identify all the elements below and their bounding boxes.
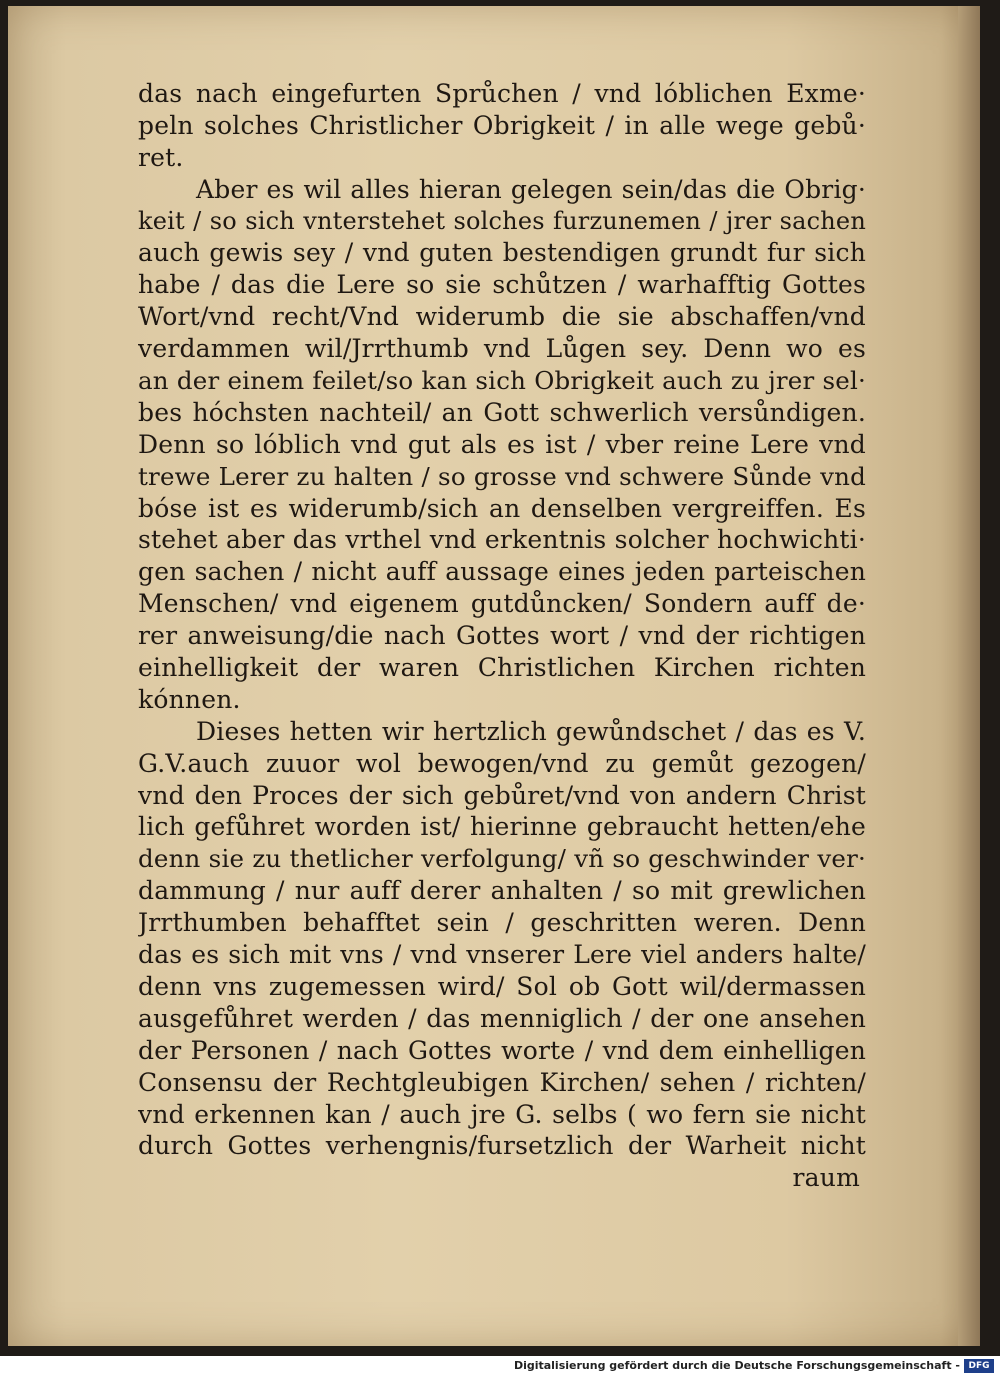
page-edge <box>958 6 980 1346</box>
text-line: vnd den Proces der sich gebůret/vnd von andern Christ <box>138 780 866 810</box>
text-line: bes hóchsten nachteil/ an Gott schwerlich versůndigen. <box>138 397 866 427</box>
text-line: Dieses hetten wir hertzlich gewůndschet / das es V. <box>196 716 866 746</box>
funding-notice: Digitalisierung gefördert durch die Deutsche Forschungsgemeinschaft - <box>513 1359 960 1372</box>
text-line: dammung / nur auff derer anhalten / so mit grewlichen <box>138 876 866 906</box>
text-line: vnd erkennen kan / auch jre G. selbs ( wo fern sie nicht <box>138 1099 866 1129</box>
text-line: lich gefůhret worden ist/ hierinne gebraucht hetten/ehe <box>138 812 866 842</box>
text-line: das es sich mit vns / vnd vnserer Lere viel anders halte/ <box>138 940 866 970</box>
text-line: das nach eingefurten Sprůchen / vnd lóblichen Exme· <box>138 79 866 108</box>
text-line: auch gewis sey / vnd guten bestendigen grundt fur sich <box>138 238 866 268</box>
text-line: Jrrthumben behafftet sein / geschritten weren. Denn <box>138 908 866 938</box>
text-line: ausgefůhret werden / das menniglich / der one ansehen <box>138 1003 866 1033</box>
text-line: gen sachen / nicht auff aussage eines jeden parteischen <box>138 557 866 587</box>
catchword: raum <box>792 1163 860 1193</box>
text-line: Consensu der Rechtgleubigen Kirchen/ sehen / richten/ <box>138 1067 866 1097</box>
text-line: bóse ist es widerumb/sich an denselben vergreiffen. Es <box>138 493 866 523</box>
text-line: habe / das die Lere so sie schůtzen / warhafftig Gottes <box>138 270 866 300</box>
text-line: durch Gottes verhengnis/fursetzlich der Warheit nicht <box>138 1131 866 1161</box>
text-line: an der einem feilet/so kan sich Obrigkeit auch zu jrer sel· <box>138 366 866 396</box>
text-line: Aber es wil alles hieran gelegen sein/das die Obrig· <box>196 174 866 204</box>
text-line: der Personen / nach Gottes worte / vnd dem einhelligen <box>138 1035 866 1065</box>
text-line: peln solches Christlicher Obrigkeit / in alle wege gebů· <box>138 110 866 140</box>
text-line: verdammen wil/Jrrthumb vnd Lůgen sey. Denn wo es <box>138 334 866 364</box>
text-line: denn vns zugemessen wird/ Sol ob Gott wil/dermassen <box>138 971 866 1001</box>
footer-bar <box>0 1356 1000 1376</box>
text-line: Denn so lóblich vnd gut als es ist / vber reine Lere vnd <box>138 429 866 459</box>
text-line: Menschen/ vnd eigenem gutdůncken/ Sondern auff de· <box>138 589 866 619</box>
text-line: kónnen. <box>138 684 241 714</box>
text-line: stehet aber das vrthel vnd erkentnis solcher hochwichti· <box>138 525 866 555</box>
text-line: rer anweisung/die nach Gottes wort / vnd der richtigen <box>138 621 866 651</box>
page-text-block <box>138 78 866 1194</box>
text-line: keit / so sich vnterstehet solches furzunemen / jrer sachen <box>138 206 866 235</box>
text-line: einhelligkeit der waren Christlichen Kirchen richten <box>138 653 866 683</box>
text-line: ret. <box>138 142 184 172</box>
dfg-logo: DFG <box>964 1359 994 1373</box>
text-line: denn sie zu thetlicher verfolgung/ vñ so geschwinder ver· <box>138 844 866 874</box>
text-line: trewe Lerer zu halten / so grosse vnd schwere Sůnde vnd <box>138 461 866 491</box>
text-line: G.V.auch zuuor wol bewogen/vnd zu gemůt gezogen/ <box>138 748 866 778</box>
text-line: Wort/vnd recht/Vnd widerumb die sie abschaffen/vnd <box>138 302 866 332</box>
